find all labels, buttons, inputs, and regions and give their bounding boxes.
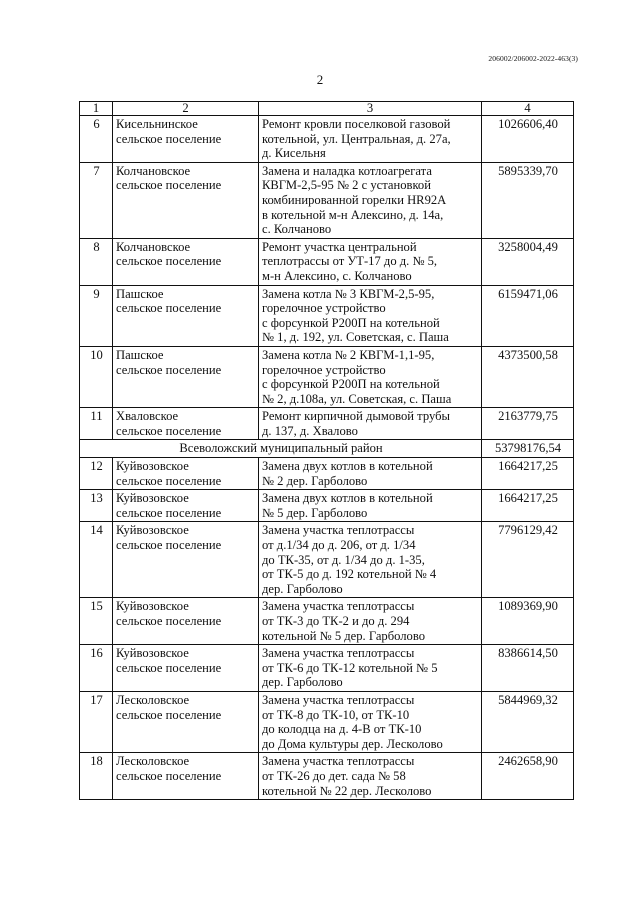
work-description-line: до колодца на д. 4-В от ТК-10 — [262, 722, 422, 737]
work-description-line: д. Кисельня — [262, 146, 326, 161]
section-row — [80, 440, 574, 458]
row-number: 9 — [80, 285, 113, 346]
amount-cell: 5844969,32 — [482, 691, 574, 752]
work-description-line: Замена двух котлов в котельной — [262, 459, 433, 474]
amount-cell: 2462658,90 — [482, 753, 574, 800]
work-description-line: теплотрассы от УТ-17 до д. № 5, — [262, 254, 438, 269]
row-number: 13 — [80, 490, 113, 522]
work-description-line: котельной № 5 дер. Гарболово — [262, 628, 425, 643]
work-description-line: Замена участка теплотрассы — [262, 523, 415, 538]
work-description-line: котельной, ул. Центральная, д. 27а, — [262, 131, 451, 146]
work-description-line: в котельной м-н Алексино, д. 14а, — [262, 207, 444, 222]
settlement-line: сельское поселение — [116, 254, 222, 269]
row-number: 15 — [80, 598, 113, 645]
work-description-line: № 2 дер. Гарболово — [262, 473, 368, 488]
row-number: 8 — [80, 238, 113, 285]
settlement-line: Колчановское — [116, 163, 191, 178]
work-description-line: дер. Гарболово — [262, 581, 343, 596]
table-row — [80, 753, 574, 800]
settlement-cell — [113, 691, 259, 752]
amount-cell: 2163779,75 — [482, 408, 574, 440]
settlement-cell — [113, 522, 259, 598]
work-description-line: № 5 дер. Гарболово — [262, 505, 368, 520]
settlement-line: Кисельнинское — [116, 117, 198, 131]
document-number: 206002/206002-2022-463(3) — [488, 54, 578, 63]
work-description-line: котельной № 22 дер. Лесколово — [262, 783, 432, 798]
row-number: 17 — [80, 691, 113, 752]
section-amount: 53798176,54 — [482, 440, 574, 458]
amount-cell: 1089369,90 — [482, 598, 574, 645]
settlement-cell — [113, 238, 259, 285]
amount-cell: 5895339,70 — [482, 162, 574, 238]
work-description-line: горелочное устройство — [262, 362, 386, 377]
amount-cell: 3258004,49 — [482, 238, 574, 285]
work-description-line: от д.1/34 до д. 206, от д. 1/34 — [262, 538, 416, 553]
work-description-line: с форсункой Р200П на котельной — [262, 315, 440, 330]
work-description-line: дер. Гарболово — [262, 675, 343, 690]
table-row — [80, 408, 574, 440]
work-description-line: от ТК-6 до ТК-12 котельной № 5 — [262, 660, 438, 675]
work-description-line: Замена и наладка котлоагрегата — [262, 163, 432, 178]
amount-cell: 7796129,42 — [482, 522, 574, 598]
amount-cell: 1664217,25 — [482, 490, 574, 522]
settlement-line: сельское поселение — [116, 362, 222, 377]
work-description-cell — [259, 598, 482, 645]
table-row — [80, 490, 574, 522]
settlement-line: сельское поселение — [116, 768, 222, 783]
table-row — [80, 522, 574, 598]
work-description-cell — [259, 238, 482, 285]
work-description-line: Замена двух котлов в котельной — [262, 491, 433, 506]
work-description-cell — [259, 645, 482, 692]
settlement-cell — [113, 346, 259, 407]
table-row — [80, 598, 574, 645]
row-number: 16 — [80, 645, 113, 692]
table-header-row — [80, 102, 574, 116]
work-description-line: от ТК-3 до ТК-2 и до д. 294 — [262, 614, 410, 628]
amount-cell: 8386614,50 — [482, 645, 574, 692]
table-row — [80, 162, 574, 238]
settlement-line: сельское поселение — [116, 131, 222, 146]
settlement-cell — [113, 490, 259, 522]
page-number: 2 — [316, 72, 324, 87]
row-number: 11 — [80, 408, 113, 440]
row-number: 10 — [80, 346, 113, 407]
work-description-cell — [259, 116, 482, 163]
work-description-line: Замена участка теплотрассы — [262, 599, 415, 614]
work-description-line: Ремонт кровли поселковой газовой — [262, 117, 451, 131]
header-col-1: 1 — [80, 102, 113, 116]
settlement-cell — [113, 598, 259, 645]
work-description-line: от ТК-5 до д. 192 котельной № 4 — [262, 567, 437, 582]
work-description-line: КВГМ-2,5-95 № 2 с установкой — [262, 178, 431, 193]
work-description-cell — [259, 490, 482, 522]
settlement-line: сельское поселение — [116, 423, 222, 438]
table-row — [80, 458, 574, 490]
header-col-4: 4 — [482, 102, 574, 116]
work-description-line: Замена участка теплотрассы — [262, 754, 415, 769]
work-description-line: Ремонт участка центральной — [262, 239, 417, 254]
work-description-line: № 1, д. 192, ул. Советская, с. Паша — [262, 330, 449, 345]
settlement-line: Колчановское — [116, 239, 191, 254]
settlement-line: Лесколовское — [116, 754, 190, 769]
work-description-line: до ТК-35, от д. 1/34 до д. 1-35, — [262, 552, 425, 567]
row-number: 12 — [80, 458, 113, 490]
work-description-line: до Дома культуры дер. Лесколово — [262, 736, 443, 751]
work-description-line: с форсункой Р200П на котельной — [262, 377, 440, 392]
work-description-cell — [259, 522, 482, 598]
table-row — [80, 116, 574, 163]
settlement-line: сельское поселение — [116, 660, 222, 675]
work-description-cell — [259, 408, 482, 440]
work-description-line: Замена участка теплотрассы — [262, 692, 415, 707]
row-number: 7 — [80, 162, 113, 238]
table-row — [80, 285, 574, 346]
settlement-line: сельское поселение — [116, 505, 222, 520]
works-table — [79, 101, 574, 800]
settlement-cell — [113, 285, 259, 346]
settlement-cell — [113, 116, 259, 163]
settlement-cell — [113, 408, 259, 440]
settlement-line: сельское поселение — [116, 178, 222, 193]
amount-cell: 4373500,58 — [482, 346, 574, 407]
settlement-line: Куйвозовское — [116, 459, 189, 474]
settlement-cell — [113, 753, 259, 800]
work-description-cell — [259, 691, 482, 752]
amount-cell: 1664217,25 — [482, 458, 574, 490]
settlement-line: Пашское — [116, 347, 164, 362]
settlement-line: сельское поселение — [116, 538, 222, 553]
section-title: Всеволожский муниципальный район — [80, 440, 482, 458]
work-description-line: комбинированной горелки HR92A — [262, 192, 447, 207]
work-description-cell — [259, 458, 482, 490]
row-number: 14 — [80, 522, 113, 598]
table-row — [80, 691, 574, 752]
amount-cell: 6159471,06 — [482, 285, 574, 346]
work-description-line: с. Колчаново — [262, 222, 332, 237]
settlement-line: Лесколовское — [116, 692, 190, 707]
header-col-3: 3 — [259, 102, 482, 116]
work-description-line: Замена участка теплотрассы — [262, 646, 415, 661]
work-description-cell — [259, 285, 482, 346]
row-number: 6 — [80, 116, 113, 163]
settlement-cell — [113, 458, 259, 490]
work-description-line: от ТК-8 до ТК-10, от ТК-10 — [262, 707, 410, 722]
works-table-body — [80, 102, 574, 800]
settlement-line: Пашское — [116, 286, 164, 301]
settlement-cell — [113, 162, 259, 238]
work-description-cell — [259, 346, 482, 407]
work-description-line: Замена котла № 2 КВГМ-1,1-95, — [262, 347, 435, 362]
table-row — [80, 238, 574, 285]
table-row — [80, 346, 574, 407]
work-description-line: д. 137, д. Хвалово — [262, 423, 358, 438]
work-description-line: горелочное устройство — [262, 301, 386, 316]
table-row — [80, 645, 574, 692]
work-description-line: от ТК-26 до дет. сада № 58 — [262, 768, 406, 783]
settlement-line: Куйвозовское — [116, 491, 189, 506]
settlement-line: сельское поселение — [116, 301, 222, 316]
work-description-line: Ремонт кирпичной дымовой трубы — [262, 409, 450, 424]
settlement-line: сельское поселение — [116, 614, 222, 628]
settlement-line: сельское поселение — [116, 707, 222, 722]
work-description-line: № 2, д.108а, ул. Советская, с. Паша — [262, 391, 452, 406]
settlement-line: Хваловское — [116, 409, 179, 424]
settlement-cell — [113, 645, 259, 692]
work-description-cell — [259, 162, 482, 238]
row-number: 18 — [80, 753, 113, 800]
settlement-line: Куйвозовское — [116, 523, 189, 538]
settlement-line: сельское поселение — [116, 473, 222, 488]
settlement-line: Куйвозовское — [116, 599, 189, 614]
work-description-cell — [259, 753, 482, 800]
work-description-line: Замена котла № 3 КВГМ-2,5-95, — [262, 286, 435, 301]
settlement-line: Куйвозовское — [116, 646, 189, 661]
work-description-line: м-н Алексино, с. Колчаново — [262, 268, 412, 283]
amount-cell: 1026606,40 — [482, 116, 574, 163]
header-col-2: 2 — [113, 102, 259, 116]
